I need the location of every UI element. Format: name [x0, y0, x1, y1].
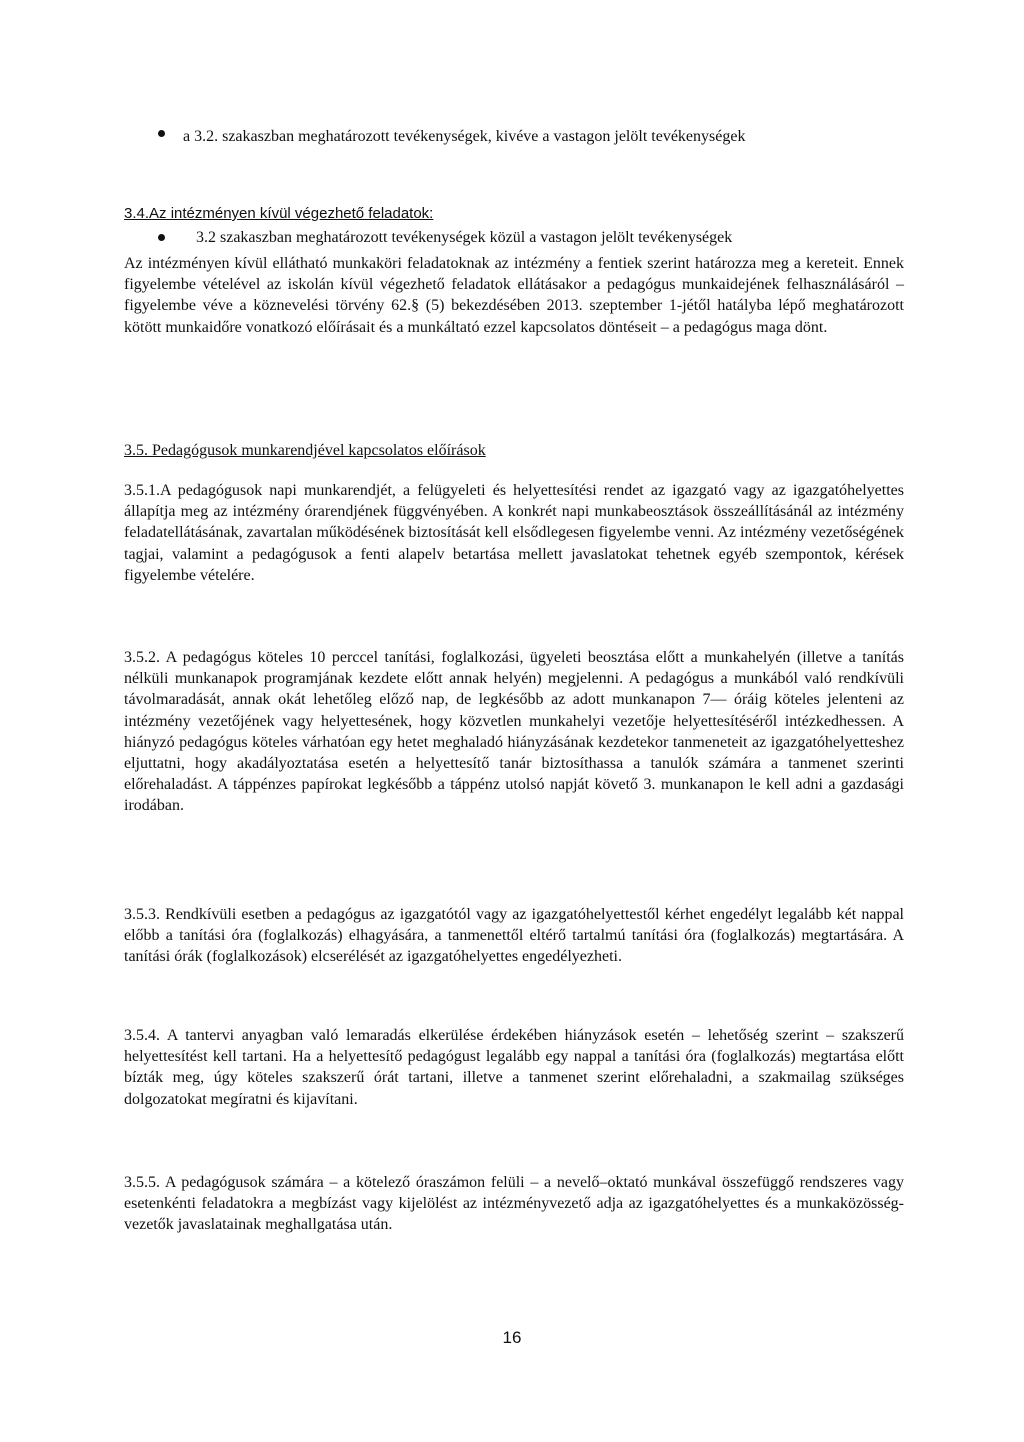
paragraph-3-5-2: 3.5.2. A pedagógus köteles 10 perccel tanítási, foglalkozási, ügyeleti beosztása előtt a munkahelyén (illetve a tanítás nélküli munkanapok programjának kezdete előtt annak helyén) megjelenni. A pedagógus a munkából való rendkívüli távolmaradását, annak okát lehetőleg előző nap, de legkésőbb az adott munkanapon 7— óráig köteles jelenteni az intézmény vezetőjének vagy helyettesének, hogy közvetlen munkahelyi vezetője helyettesítéséről intézkedhessen. A hiányzó pedagógus köteles várhatóan egy hetet meghaladó hiányzásának kezdetekor tanmeneteit az igazgatóhelyetteshez eljuttatni, hogy akadályoztatása esetén a helyettesítő tanár biztosíthassa a tanulók számára a tanmenet szerinti előrehaladást. A táppénzes papírokat legkésőbb a táppénz utolsó napját követő 3. munkanapon le kell adni a gazdasági irodában.: [124, 649, 904, 815]
bullet-icon: [156, 228, 168, 240]
paragraph-3-5-4: 3.5.4. A tantervi anyagban való lemaradás elkerülése érdekében hiányzások esetén – lehetőség szerint – szakszerű helyettesítést kell tartani. Ha a helyettesítő pedagógust legalább egy nappal a tanítási óra (foglalkozás) megtartása előtt bízták meg, úgy köteles szakszerű órát tartani, illetve a tanmenet szerint előrehaladni, a szakmailag szükséges dolgozatokat megíratni és kijavítani.: [124, 1027, 904, 1108]
section-3-5-heading: [124, 440, 904, 461]
bullet-icon: [156, 124, 168, 136]
paragraph-3-5-5: 3.5.5. A pedagógusok számára – a kötelező óraszámon felüli – a nevelő–oktató munkával összefüggő rendszeres vagy esetenkénti feladatokra a megbízást vagy kijelölést az intézményvezető adja az igazgatóhelyettes és a munkaközösség-vezetők javaslatainak meghallgatása után.: [124, 1174, 904, 1234]
paragraph-3-5-3: 3.5.3. Rendkívüli esetben a pedagógus az igazgatótól vagy az igazgatóhelyettestől kérhet engedélyt legalább két nappal előbb a tanítási óra (foglalkozás) elhagyására, a tanmenettől eltérő tartalmú tanítási óra (foglalkozás) megtartására. A tanítási órák (foglalkozások) elcserélését az igazgatóhelyettes engedélyezheti.: [124, 906, 904, 966]
section-3-4-heading: [124, 203, 904, 224]
section-3-4-heading-text: 3.4.Az intézményen kívül végezhető feladatok:: [124, 205, 434, 222]
bullet-item-1: a 3.2. szakaszban meghatározott tevékenységek, kivéve a vastagon jelölt tevékenységek: [183, 128, 746, 145]
bullet-item-2: 3.2 szakaszban meghatározott tevékenységek közül a vastagon jelölt tevékenységek: [196, 229, 733, 246]
page-number: 16: [502, 1328, 522, 1347]
paragraph-3-5-1: 3.5.1.A pedagógusok napi munkarendjét, a felügyeleti és helyettesítési rendet az igazgató vagy az igazgatóhelyettes állapítja meg az intézmény órarendjének függvényében. A konkrét napi munkabeosztások összeállításánál az intézmény feladatellátásának, zavartalan működésének biztosítását kell elsődlegesen figyelembe venni. Az intézmény vezetőségének tagjai, valamint a pedagógusok a fenti alapelv betartása mellett javaslatokat tehetnek egyéb szempontok, kérések figyelembe vételére.: [124, 482, 904, 584]
section-3-4-paragraph: Az intézményen kívül ellátható munkaköri feladatoknak az intézmény a fentiek szerint határozza meg a kereteit. Ennek figyelembe vételével az iskolán kívül végezhető feladatok ellátásakor a pedagógus munkaidejének felhasználásáról – figyelembe véve a köznevelési törvény 62.§ (5) bekezdésében 2013. szeptember 1-jétől hatályba lépő meghatározott kötött munkaidőre vonatkozó előírásait és a munkáltató ezzel kapcsolatos döntéseit – a pedagógus maga dönt.: [124, 255, 904, 336]
section-3-5-heading-text: 3.5. Pedagógusok munkarendjével kapcsolatos előírások: [124, 442, 486, 459]
